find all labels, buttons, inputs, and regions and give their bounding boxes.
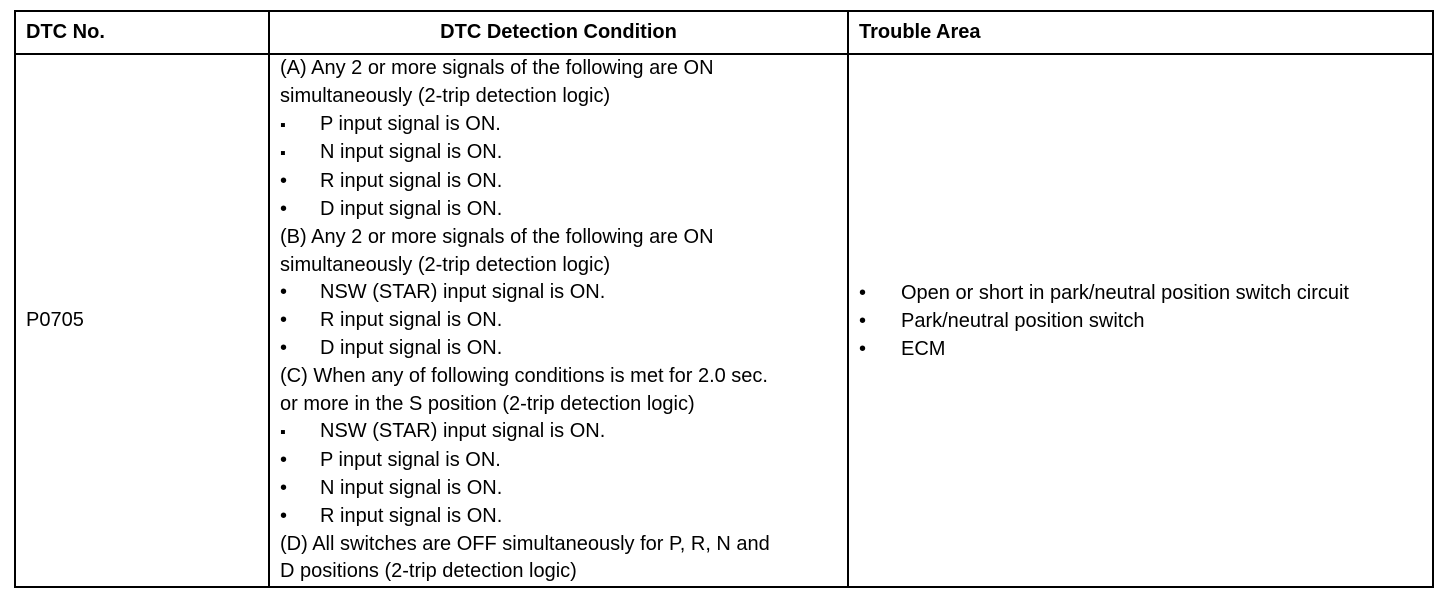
table-header-row [15,11,1433,54]
bullet-icon: • [280,336,288,359]
bullet-icon: • [280,504,288,527]
header-dtc-no: DTC No. [15,11,269,54]
condition-item-text: R input signal is ON. [320,309,503,332]
condition-item-text: N input signal is ON. [320,476,503,499]
trouble-area-item [859,279,1422,307]
bullet-icon: ▪ [280,116,286,134]
condition-list-item [280,307,837,335]
header-detection-condition: DTC Detection Condition [269,11,848,54]
bullet-icon: ▪ [280,145,286,163]
bullet-icon: • [280,281,288,304]
condition-item-text: R input signal is ON. [320,504,503,527]
trouble-area-list [859,279,1422,363]
bullet-icon: • [859,309,867,332]
condition-heading-line: simultaneously (2-trip detection logic) [280,253,611,276]
condition-heading-line: D positions (2-trip detection logic) [280,560,577,583]
condition-heading-line: or more in the S position (2-trip detection logic) [280,392,695,415]
condition-item-text: N input signal is ON. [320,141,503,164]
trouble-area-text: Open or short in park/neutral position switch circuit [901,281,1349,304]
bullet-icon: • [280,309,288,332]
condition-list-item [280,503,837,531]
dtc-code: P0705 [15,54,269,587]
condition-heading-line: (A) Any 2 or more signals of the following are ON [280,57,714,79]
condition-item-text: NSW (STAR) input signal is ON. [320,281,606,304]
condition-item-text: P input signal is ON. [320,449,501,472]
detection-condition-cell [269,54,848,587]
trouble-area-cell [848,54,1433,587]
bullet-icon: • [280,449,288,472]
condition-list-item [280,447,837,475]
condition-list-item [280,335,837,363]
condition-item-text: NSW (STAR) input signal is ON. [320,420,606,443]
bullet-icon: • [280,197,288,220]
condition-list-item [280,475,837,503]
trouble-area-item [859,335,1422,363]
condition-list-item [280,418,837,447]
condition-list-item [280,168,837,196]
header-trouble-area: Trouble Area [848,11,1433,54]
bullet-icon: • [859,337,867,360]
bullet-icon: ▪ [280,424,286,442]
table-row [15,54,1433,587]
trouble-area-text: ECM [901,337,946,360]
condition-list-item [280,111,837,140]
dtc-table [14,10,1434,588]
condition-item-text: R input signal is ON. [320,170,503,193]
condition-heading-line: simultaneously (2-trip detection logic) [280,84,611,107]
trouble-area-item [859,307,1422,335]
bullet-icon: • [280,170,288,193]
condition-list-item [280,196,837,224]
bullet-icon: • [280,476,288,499]
condition-list-item [280,139,837,168]
trouble-area-text: Park/neutral position switch [901,309,1145,332]
condition-list-item [280,279,837,307]
bullet-icon: • [859,281,867,304]
condition-list [280,55,837,586]
condition-item-text: P input signal is ON. [320,112,501,135]
condition-heading-line: (B) Any 2 or more signals of the following are ON [280,225,714,248]
condition-heading-line: (C) When any of following conditions is met for 2.0 sec. [280,364,768,387]
condition-item-text: D input signal is ON. [320,336,503,359]
condition-heading-line: (D) All switches are OFF simultaneously for P, R, N and [280,532,770,555]
condition-item-text: D input signal is ON. [320,197,503,220]
